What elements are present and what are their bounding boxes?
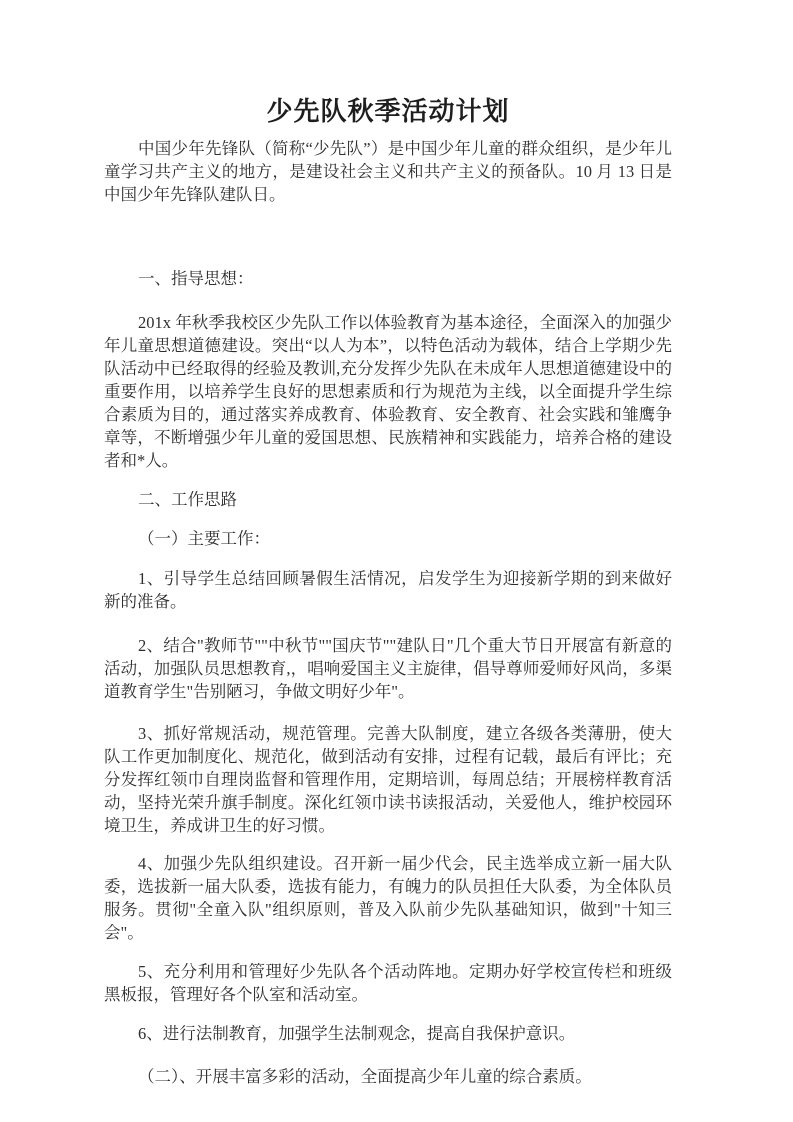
list-item-2: 2、结合"教师节""中秋节""国庆节""建队日"几个重大节日开展富有新意的活动，加强队员思想教育,，唱响爱国主义主旋律，倡导尊师爱师好风尚，多渠道教育学生"告别陋习，争做文明好少年"。 — [104, 636, 672, 701]
section-heading-1: 一、指导思想： — [138, 269, 254, 288]
subsection-heading-1: （一）主要工作： — [138, 529, 270, 548]
list-item-4: 4、加强少先队组织建设。召开新一届少代会，民主选举成立新一届大队委，选拔新一届大队委，选拔有能力，有魄力的队员担任大队委，为全体队员服务。贯彻"全童入队"组织原则，普及入队前少先队基础知识，做到"十知三会"。 — [104, 854, 672, 942]
list-item-5: 5、充分利用和管理好少先队各个活动阵地。定期办好学校宣传栏和班级黑板报，管理好各个队室和活动室。 — [104, 962, 672, 1004]
document-title: 少先队秋季活动计划 — [266, 97, 510, 126]
list-item-6: 6、进行法制教育，加强学生法制观念，提高自我保护意识。 — [138, 1024, 576, 1043]
section-heading-2: 二、工作思路 — [138, 490, 237, 509]
subsection-heading-2: （二）、开展丰富多彩的活动，全面提高少年儿童的综合素质。 — [138, 1067, 592, 1086]
body-paragraph-guiding-ideology: 201x 年秋季我校区少先队工作以体验教育为基本途径，全面深入的加强少年儿童思想道德建设。突出“以人为本”，以特色活动为载体，结合上学期少先队活动中已经取得的经验及教训,充分发挥少先队在未成年人思想道德建设中的重要作用，以培养学生良好的思想素质和行为规范为主线，以全面提升学生综合素质为目的，通过落实养成教育、体验教育、安全教育、社会实践和雏鹰争章等，不断增强少年儿童的爱国思想、民族精神和实践能力，培养合格的建设者和*人。 — [104, 313, 672, 470]
document-content — [104, 95, 672, 1088]
list-item-3: 3、抓好常规活动，规范管理。完善大队制度，建立各级各类薄册，使大队工作更加制度化、规范化，做到活动有安排，过程有记载，最后有评比；充分发挥红领巾自理岗监督和管理作用，定期培训，每周总结；开展榜样教育活动，坚持光荣升旗手制度。深化红领巾读书读报活动，关爱他人，维护校园环境卫生，养成讲卫生的好习惯。 — [104, 724, 672, 835]
intro-paragraph: 中国少年先锋队（简称“少先队”）是中国少年儿童的群众组织，是少年儿童学习共产主义的地方，是建设社会主义和共产主义的预备队。10 月 13 日是中国少年先锋队建队日。 — [104, 139, 672, 204]
list-item-1: 1、引导学生总结回顾暑假生活情况，启发学生为迎接新学期的到来做好新的准备。 — [104, 569, 672, 611]
